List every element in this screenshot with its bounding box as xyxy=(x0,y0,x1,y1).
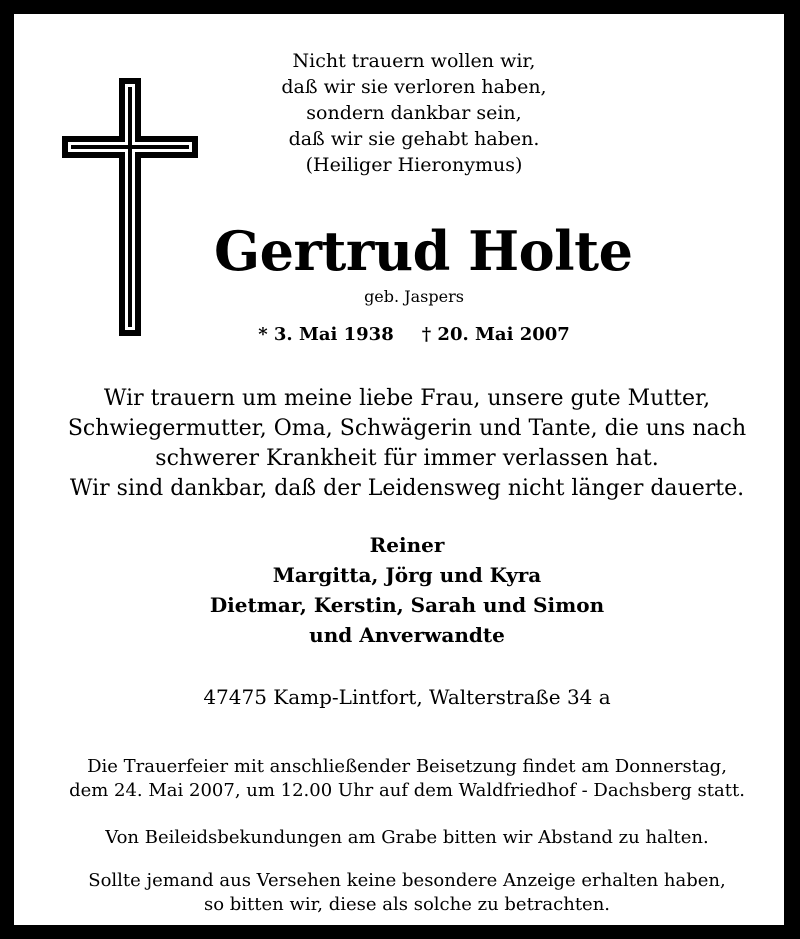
notice-line: Sollte jemand aus Versehen keine besondere Anzeige erhalten haben, xyxy=(88,870,726,891)
notice xyxy=(14,869,800,917)
mourning-line: Wir sind dankbar, daß der Leidensweg nicht länger dauerte. xyxy=(69,476,745,501)
death-date: † 20. Mai 2007 xyxy=(421,324,570,345)
poem xyxy=(224,48,604,178)
funeral-line: dem 24. Mai 2007, um 12.00 Uhr auf dem Waldfriedhof - Dachsberg statt. xyxy=(69,780,745,801)
address: 47475 Kamp-Lintfort, Walterstraße 34 a xyxy=(203,685,611,709)
poem-line: daß wir sie gehabt haben. xyxy=(288,128,540,150)
family-line: Dietmar, Kerstin, Sarah und Simon xyxy=(209,593,605,617)
mourning-line: schwerer Krankheit für immer verlassen hat. xyxy=(155,446,659,471)
mourning-line: Schwiegermutter, Oma, Schwägerin und Tante, die uns nach xyxy=(67,416,747,441)
life-dates xyxy=(214,322,614,348)
deceased-name: Gertrud Holte xyxy=(214,219,633,283)
poem-line: sondern dankbar sein, xyxy=(306,102,522,124)
poem-line: Nicht trauern wollen wir, xyxy=(292,50,536,72)
condolence-note: Von Beileidsbekundungen am Grabe bitten wir Abstand zu halten. xyxy=(105,827,709,848)
mourning-line: Wir trauern um meine liebe Frau, unsere gute Mutter, xyxy=(103,386,711,411)
family-list xyxy=(14,530,800,650)
cross-icon xyxy=(62,78,198,336)
poem-attribution: (Heiliger Hieronymus) xyxy=(305,154,523,176)
poem-line: daß wir sie verloren haben, xyxy=(281,76,547,98)
birth-date: * 3. Mai 1938 xyxy=(258,324,394,345)
family-line: und Anverwandte xyxy=(309,623,505,647)
family-line: Reiner xyxy=(369,533,445,557)
notice-line: so bitten wir, diese als solche zu betrachten. xyxy=(203,894,611,915)
birth-name: geb. Jaspers xyxy=(364,287,464,306)
family-line: Margitta, Jörg und Kyra xyxy=(272,563,542,587)
funeral-info xyxy=(14,755,800,803)
funeral-line: Die Trauerfeier mit anschließender Beisetzung findet am Donnerstag, xyxy=(87,756,727,777)
mourning-text xyxy=(14,384,800,504)
